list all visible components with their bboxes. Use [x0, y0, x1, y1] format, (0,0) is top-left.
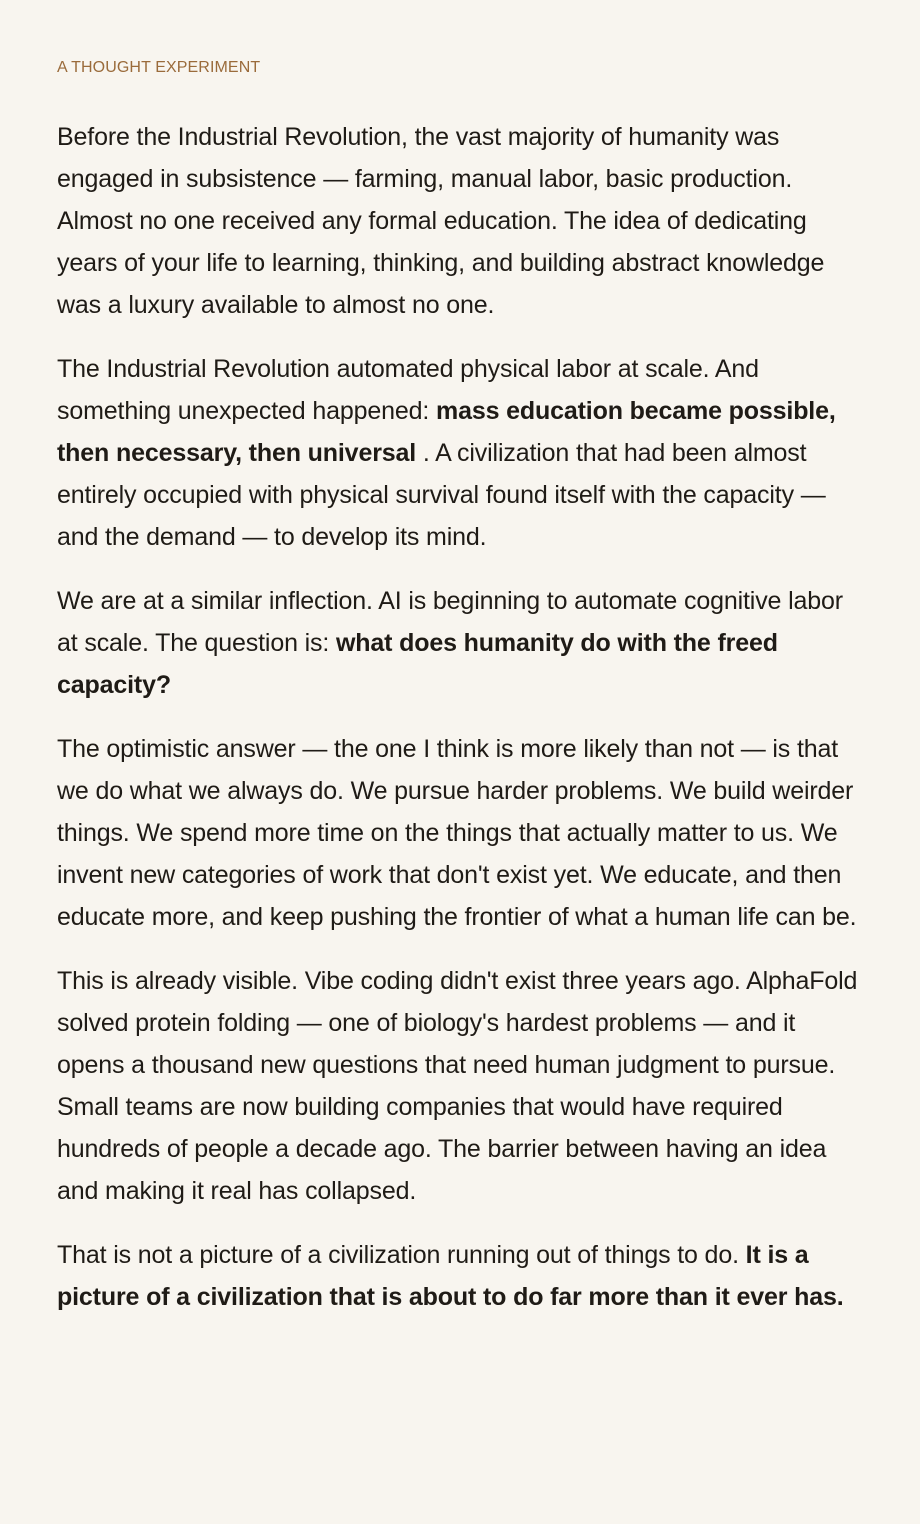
- paragraph-text: The Industrial Revolution automated physical labor at scale. And something unexpected happened:: [57, 355, 759, 425]
- emphasis-conclusion: It is a picture of a civilization that is about to do far more than it ever has.: [57, 1241, 844, 1311]
- emphasis-question: what does humanity do with the freed capacity?: [57, 629, 778, 699]
- article: [57, 59, 865, 1340]
- paragraph-optimistic-answer: [57, 728, 865, 938]
- paragraph-mass-education: [57, 348, 865, 558]
- paragraph-text: The optimistic answer — the one I think is more likely than not — is that we do what we always do. We pursue harder problems. We build weirder things. We spend more time on the things that actually matter to us. We invent new categories of work that don't exist yet. We educate, and then educate more, and keep pushing the frontier of what a human life can be.: [57, 735, 857, 931]
- paragraph-text: . A civilization that had been almost entirely occupied with physical survival found itself with the capacity — and the demand — to develop its mind.: [57, 439, 826, 551]
- paragraph-text: This is already visible. Vibe coding didn't exist three years ago. AlphaFold solved protein folding — one of biology's hardest problems — and it opens a thousand new questions that need human judgment to pursue. Small teams are now building companies that would have required hundreds of people a decade ago. The barrier between having an idea and making it real has collapsed.: [57, 967, 858, 1205]
- emphasis-text: mass education became possible, then necessary, then universal: [57, 397, 836, 467]
- paragraph-conclusion: [57, 1234, 865, 1318]
- paragraph-already-visible: [57, 960, 865, 1212]
- paragraph-text: That is not a picture of a civilization running out of things to do.: [57, 1241, 746, 1269]
- paragraph-industrial-history: [57, 116, 865, 326]
- paragraph-text: We are at a similar inflection. AI is beginning to automate cognitive labor at scale. The question is:: [57, 587, 843, 657]
- paragraph-ai-inflection: [57, 580, 865, 706]
- paragraph-text: Before the Industrial Revolution, the vast majority of humanity was engaged in subsistence — farming, manual labor, basic production. Almost no one received any formal education. The idea of dedicating years of your life to learning, thinking, and building abstract knowledge was a luxury available to almost no one.: [57, 123, 825, 319]
- section-kicker: A THOUGHT EXPERIMENT: [57, 59, 261, 76]
